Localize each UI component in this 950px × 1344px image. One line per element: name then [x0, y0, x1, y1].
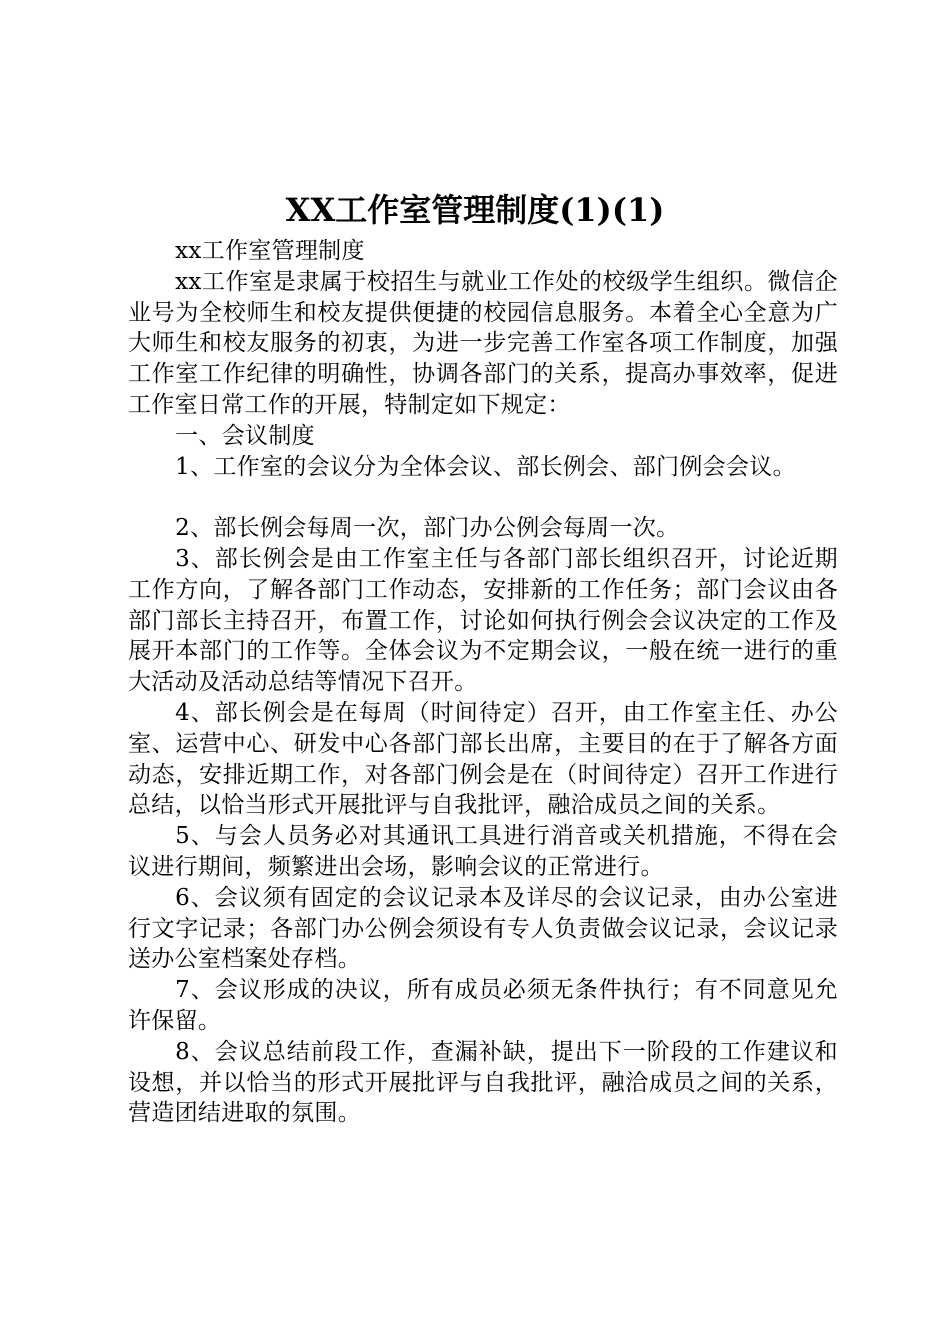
paragraph-doc-name: xx工作室管理制度: [175, 238, 365, 264]
paragraph-item-7: 7、会议形成的决议，所有成员必须无条件执行；有不同意见允许保留。: [128, 977, 838, 1034]
document-body: [128, 236, 838, 1129]
section-heading-meeting: 一、会议制度: [175, 422, 315, 449]
paragraph-item-5: 5、与会人员务必对其通讯工具进行消音或关机措施，不得在会议进行期间，频繁进出会场，影响会议的正常进行。: [128, 823, 838, 880]
paragraph-item-3: 3、部长例会是由工作室主任与各部门部长组织召开，讨论近期工作方向，了解各部门工作动态，安排新的工作任务；部门会议由各部门部长主持召开，布置工作，讨论如何执行例会会议决定的工作及展开本部门的工作等。全体会议为不定期会议，一般在统一进行的重大活动及活动总结等情况下召开。: [128, 545, 838, 696]
paragraph-item-4: 4、部长例会是在每周（时间待定）召开，由工作室主任、办公室、运营中心、研发中心各部门部长出席，主要目的在于了解各方面动态，安排近期工作，对各部门例会是在（时间待定）召开工作进行总结，以恰当形式开展批评与自我批评，融洽成员之间的关系。: [128, 699, 838, 819]
paragraph-item-1: 1、工作室的会议分为全体会议、部长例会、部门例会会议。: [175, 453, 796, 480]
document-title: XX工作室管理制度(1)(1): [285, 191, 665, 229]
paragraph-item-2: 2、部长例会每周一次，部门办公例会每周一次。: [175, 515, 680, 542]
paragraph-item-8: 8、会议总结前段工作，查漏补缺，提出下一阶段的工作建议和设想，并以恰当的形式开展批评与自我批评，融洽成员之间的关系，营造团结进取的氛围。: [128, 1038, 838, 1127]
paragraph-intro: xx工作室是隶属于校招生与就业工作处的校级学生组织。微信企业号为全校师生和校友提供便捷的校园信息服务。本着全心全意为广大师生和校友服务的初衷，为进一步完善工作室各项工作制度，加强工作室工作纪律的明确性，协调各部门的关系，提高办事效率，促进工作室日常工作的开展，特制定如下规定：: [128, 268, 838, 418]
paragraph-item-6: 6、会议须有固定的会议记录本及详尽的会议记录，由办公室进行文字记录；各部门办公例会须设有专人负责做会议记录，会议记录送办公室档案处存档。: [128, 884, 838, 973]
